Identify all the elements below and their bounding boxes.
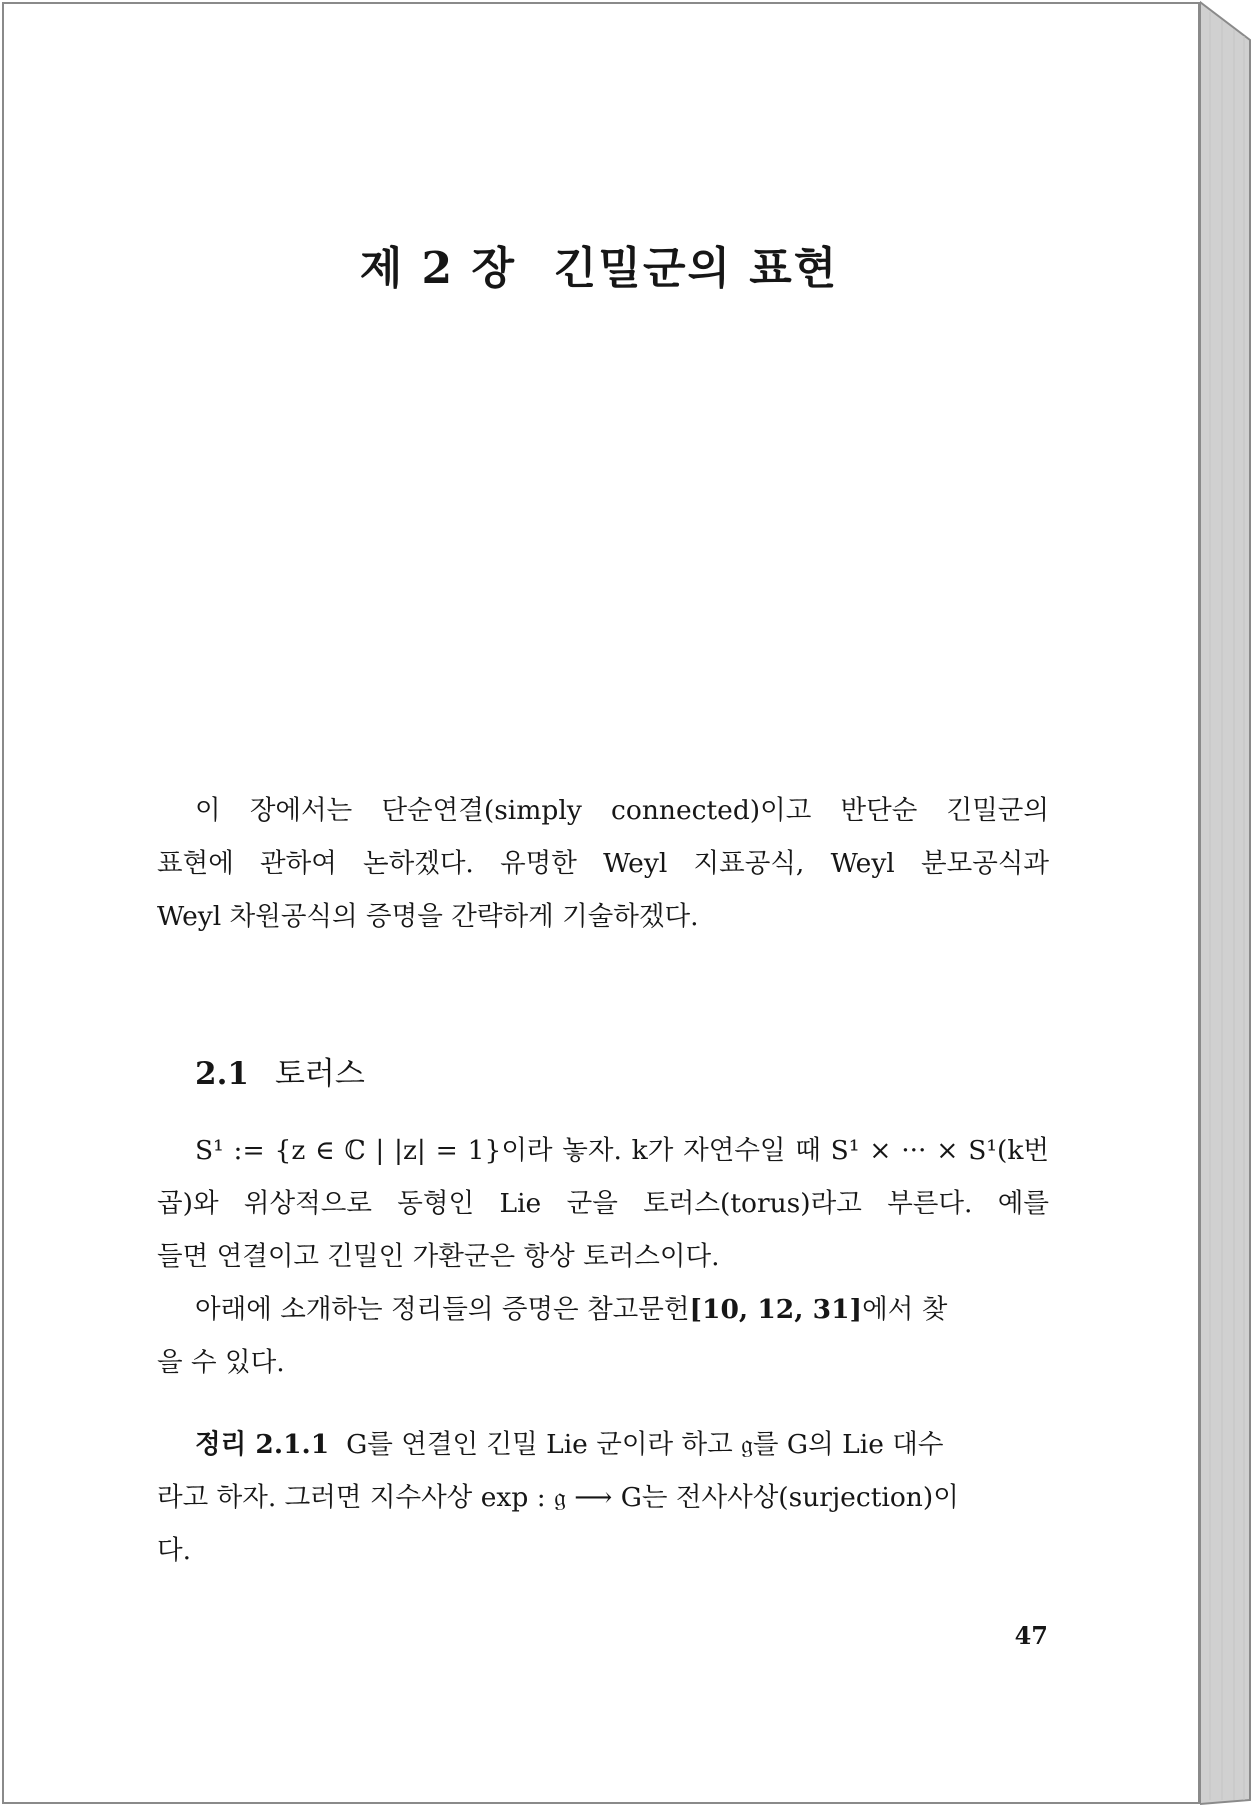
references-line-2: 을 수 있다. bbox=[157, 1347, 285, 1378]
intro-line-3: Weyl 차원공식의 증명을 간략하게 기술하겠다. bbox=[157, 901, 699, 932]
references-line-1 bbox=[157, 1283, 1049, 1336]
chapter-title-text: 긴밀군의 표현 bbox=[553, 243, 839, 294]
torus-line-1: S¹ := {z ∈ ℂ | |z| = 1}이라 놓자. k가 자연수일 때 S¹ × ··· × S¹(k번 bbox=[195, 1135, 1049, 1166]
page-number: 47 bbox=[1014, 1621, 1048, 1650]
section-heading bbox=[195, 1048, 365, 1093]
page-edge-shape bbox=[1200, 0, 1257, 1806]
torus-definition-paragraph bbox=[157, 1124, 1049, 1389]
torus-line-2: 곱)와 위상적으로 동형인 Lie 군을 토러스(torus)라고 부른다. 예를 bbox=[157, 1188, 1049, 1219]
references-text-after: 에서 찾 bbox=[862, 1294, 948, 1325]
theorem-line-2: 라고 하자. 그러면 지수사상 exp : 𝔤 ⟶ G는 전사사상(surjection)이 bbox=[157, 1482, 959, 1513]
intro-paragraph bbox=[157, 784, 1049, 943]
chapter-number: 제 2 장 bbox=[359, 243, 516, 294]
theorem-label: 정리 2.1.1 bbox=[195, 1429, 330, 1460]
torus-line-3: 들면 연결이고 긴밀인 가환군은 항상 토러스이다. bbox=[157, 1241, 720, 1272]
section-title: 토러스 bbox=[274, 1056, 365, 1092]
theorem-line-1 bbox=[157, 1418, 1049, 1471]
theorem-line-3: 다. bbox=[157, 1535, 192, 1566]
intro-line-2: 표현에 관하여 논하겠다. 유명한 Weyl 지표공식, Weyl 분모공식과 bbox=[157, 848, 1049, 879]
chapter-title bbox=[0, 232, 1198, 296]
theorem-statement-1: G를 연결인 긴밀 Lie 군이라 하고 𝔤를 G의 Lie 대수 bbox=[346, 1429, 944, 1460]
theorem-block bbox=[157, 1418, 1049, 1577]
page-edge bbox=[1200, 0, 1257, 1806]
references-citation: [10, 12, 31] bbox=[689, 1294, 863, 1325]
section-number: 2.1 bbox=[195, 1056, 249, 1092]
references-text-before: 아래에 소개하는 정리들의 증명은 참고문헌 bbox=[195, 1294, 690, 1325]
intro-line-1: 이 장에서는 단순연결(simply connected)이고 반단순 긴밀군의 bbox=[195, 795, 1049, 826]
